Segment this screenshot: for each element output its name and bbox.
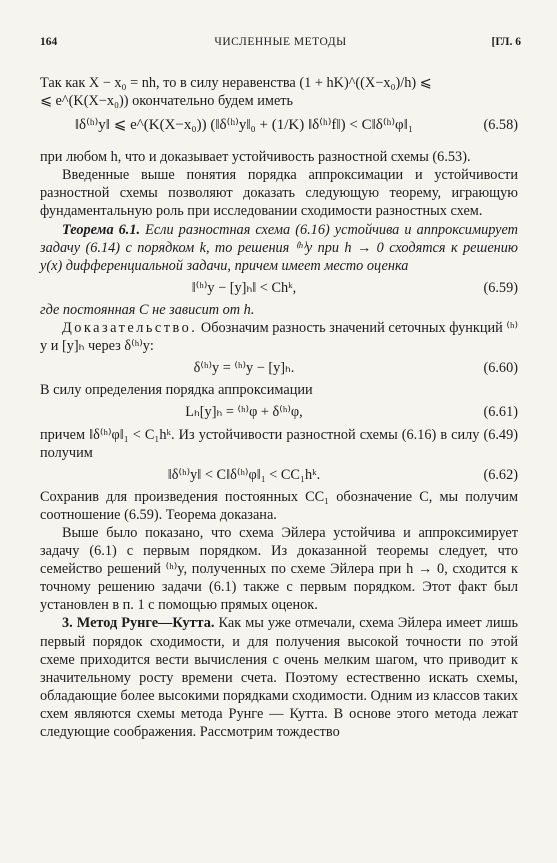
section-heading: 3. Метод Рунге—Кутта. — [62, 615, 215, 632]
equation-number: (6.62) — [483, 466, 518, 483]
equation-6-61 — [40, 403, 518, 421]
equation-number: (6.58) — [483, 117, 518, 134]
paragraph: Введенные выше понятия порядка аппроксимации и устойчивости разностной схемы позволяют доказать следующую теорему, играющую фундаментальную роль при исследовании сходимости разностных схем. — [40, 167, 518, 220]
equation-6-60 — [40, 359, 518, 377]
equation-number: (6.59) — [483, 279, 518, 296]
theorem-tail: где постоянная C не зависит от h. — [40, 301, 255, 318]
running-header — [40, 36, 521, 54]
equation-formula: Lₕ[y]ₕ = ⁽ʰ⁾φ + δ⁽ʰ⁾φ, — [185, 404, 303, 421]
equation-6-62 — [40, 466, 518, 484]
paragraph: Сохранив для произведения постоянных CC₁ обозначение C, мы получим соотношение (6.59). Теорема доказана. — [40, 488, 518, 523]
equation-number: (6.60) — [483, 360, 518, 377]
paragraph-line: Так как X − x₀ = nh, то в силу неравенства (1 + hK)^((X−x₀)/h) ⩽ — [40, 75, 432, 91]
equation-6-59 — [40, 279, 518, 297]
paragraph: причем ‖δ⁽ʰ⁾φ‖₁ < C₁hᵏ. Из устойчивости разностной схемы (6.16) в силу (6.49) получим — [40, 426, 518, 461]
paragraph: В силу определения порядка аппроксимации — [40, 382, 313, 399]
page-body — [40, 74, 518, 741]
paragraph: при любом h, что и доказывает устойчивость разностной схемы (6.53). — [40, 149, 471, 166]
equation-formula: ‖δ⁽ʰ⁾y‖ ⩽ e^(K(X−x₀)) (‖δ⁽ʰ⁾y‖₀ + (1/K) ‖δ⁽ʰ⁾f‖) < C‖δ⁽ʰ⁾φ‖₁ — [74, 117, 414, 134]
equation-6-58 — [40, 116, 518, 140]
proof-label: Доказательство. — [62, 320, 198, 337]
paragraph: Выше было показано, что схема Эйлера устойчива и аппроксимирует задачу (6.1) с первым порядком. Из доказанной теоремы следует, что семейство решений ⁽ʰ⁾y, полученных по схеме Эйлера при h → 0, сходится к точному решению задачи (6.1) также с первым порядком. Этот факт был установлен в п. 1 с помощью прямых оценок. — [40, 524, 518, 614]
section-text: Как мы уже отмечали, схема Эйлера имеет лишь первый порядок сходимости, и для получения высокой точности по этой схеме приходится вести вычисления с очень мелким шагом, что приводит к значительному росту времени счета. Поэтому естественно искать схемы, обладающие более высокими порядками сходимости. Одним из классов таких схем являются схемы метода Рунге — Кутта. В основе этого метода лежат следующие соображения. Рассмотрим тождество — [40, 615, 519, 740]
section — [40, 614, 518, 741]
equation-number: (6.61) — [483, 404, 518, 421]
theorem-text: Если разностная схема (6.16) устойчива и аппроксимирует задачу (6.14) с порядком k, то решения ⁽ʰ⁾y при h → 0 сходятся к решению y(x) дифференциальной задачи, причем имеет место оценка — [40, 221, 519, 274]
header-title: ЧИСЛЕННЫЕ МЕТОДЫ — [214, 36, 347, 48]
theorem — [40, 221, 518, 275]
paragraph-line: ⩽ e^(K(X−x₀)) окончательно будем иметь — [40, 93, 294, 110]
equation-formula: δ⁽ʰ⁾y = ⁽ʰ⁾y − [y]ₕ. — [193, 360, 295, 377]
equation-formula: ‖δ⁽ʰ⁾y‖ < C‖δ⁽ʰ⁾φ‖₁ < CC₁hᵏ. — [167, 466, 321, 483]
proof-text: Обозначим разность значений сеточных функций ⁽ʰ⁾y и [y]ₕ через δ⁽ʰ⁾y: — [40, 320, 518, 355]
proof — [40, 319, 518, 355]
chapter-label: [ГЛ. 6 — [491, 36, 521, 48]
equation-formula: ‖⁽ʰ⁾y − [y]ₕ‖ < Chᵏ, — [191, 279, 297, 296]
page-number: 164 — [40, 36, 58, 48]
theorem-label: Теорема 6.1. — [62, 221, 141, 238]
